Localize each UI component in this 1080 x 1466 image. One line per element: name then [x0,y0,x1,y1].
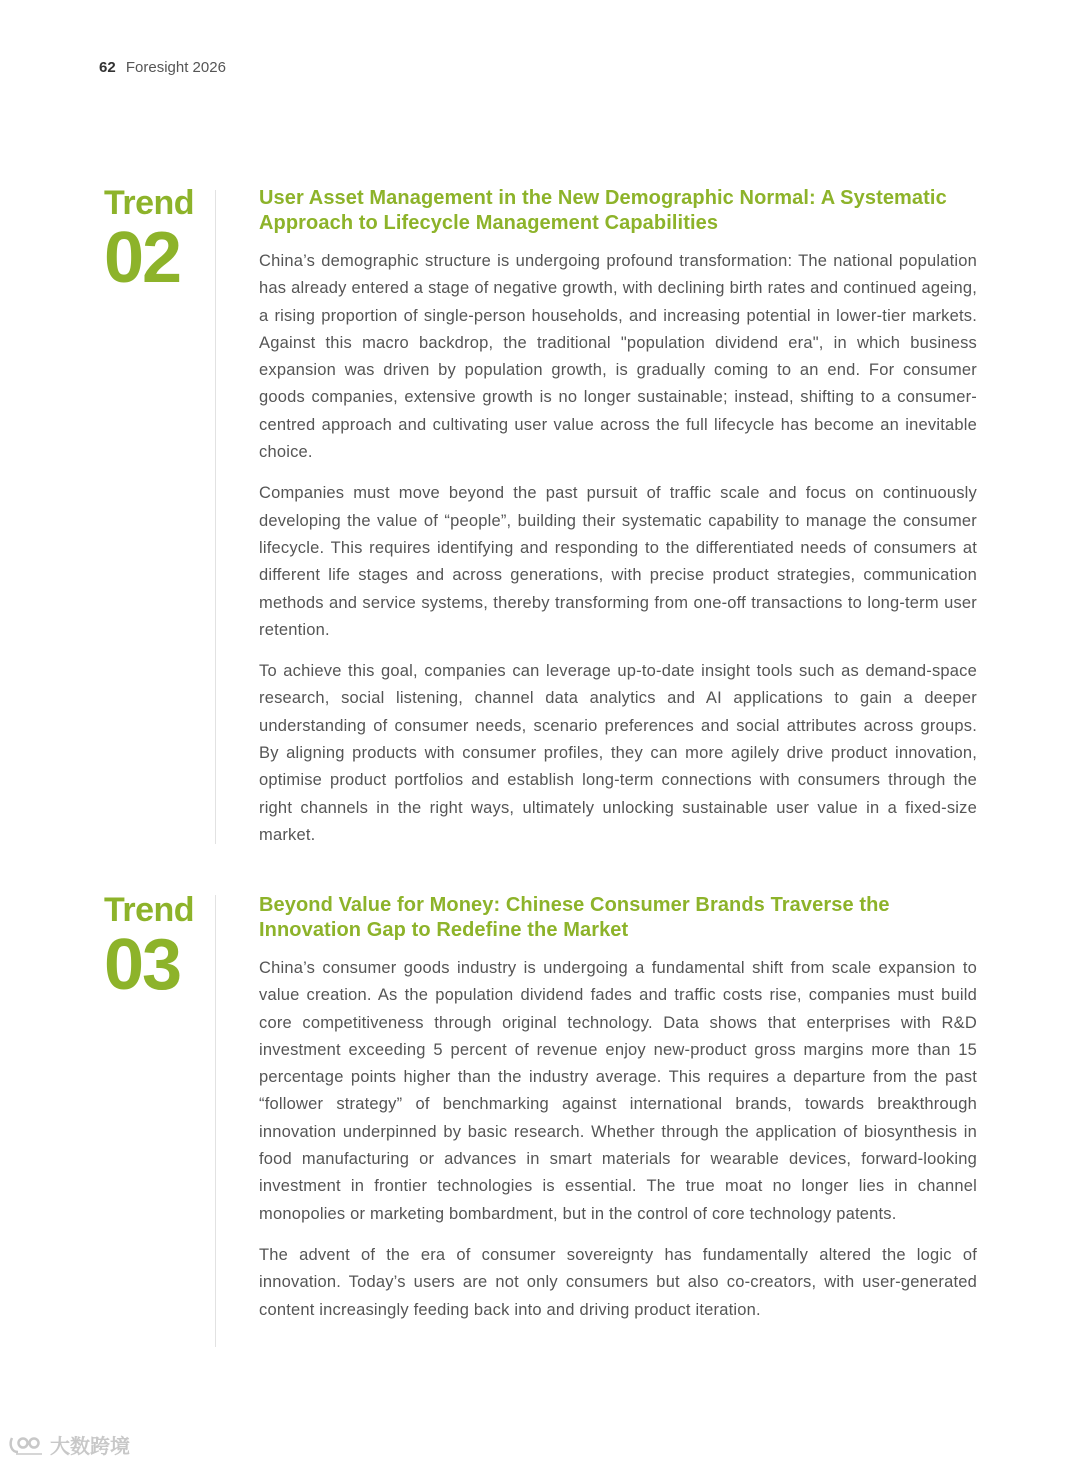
section-divider [215,895,216,1347]
trend-03-label [104,891,204,1005]
section-divider [215,190,216,844]
trend-number: 02 [104,218,181,298]
paragraph: The advent of the era of consumer sovereignty has fundamentally altered the logic of innovation. Today’s users are not only consumers but also co-creators, with user-generated content increasingly feeding back into and driving product iteration. [259,1245,977,1319]
page-header [99,59,226,76]
watermark [8,1430,130,1459]
page-number: 62 [99,59,116,76]
trend-word: Trend [104,891,195,929]
trend-title: Beyond Value for Money: Chinese Consumer Brands Traverse the Innovation Gap to Redefine the Market [259,894,890,941]
paragraph: Companies must move beyond the past pursuit of traffic scale and focus on continuously developing the value of “people”, building their systematic capability to manage the consumer lifecycle. This requires identifying and responding to the differentiated needs of consumers at different life stages and across generations, with precise product strategies, communication methods and service systems, thereby transforming from one-off transactions to long-term user retention. [259,484,977,639]
watermark-logo-icon [8,1434,46,1456]
trend-02-label [104,184,204,298]
trend-number: 03 [104,925,181,1005]
paragraph: China’s consumer goods industry is undergoing a fundamental shift from scale expansion to value creation. As the population dividend fades and traffic costs rise, companies must build core competitiveness through original technology. Data shows that enterprises with R&D investment exceeding 5 percent of revenue enjoy new-product gross margins more than 15 percentage points higher than the industry average. This requires a departure from the past “follower strategy” of benchmarking against international brands, towards breakthrough innovation underpinned by basic research. Whether through the application of biosynthesis in food manufacturing or advances in smart materials for wearable devices, forward-looking investment in frontier technologies is essential. The true moat no longer lies in channel monopolies or marketing bombardment, but in the control of core technology patents. [259,959,977,1223]
paragraph: To achieve this goal, companies can leverage up-to-date insight tools such as demand-space research, social listening, channel data analytics and AI applications to gain a deeper understanding of consumer needs, scenario preferences and social attributes across groups. By aligning products with consumer profiles, they can more agilely drive product innovation, optimise product portfolios and establish long-term connections with consumers through the right channels in the right ways, ultimately unlocking sustainable user value in a fixed-size market. [259,662,977,844]
trend-word: Trend [104,184,195,222]
trend-title: User Asset Management in the New Demographic Normal: A Systematic Approach to Lifecycle Management Capabilities [259,187,947,234]
publication-name: Foresight 2026 [125,59,226,76]
trend-03-body [259,893,977,1338]
trend-02-body [259,186,977,863]
paragraph: China’s demographic structure is undergoing profound transformation: The national population has already entered a stage of negative growth, with declining birth rates and continued ageing, a rising proportion of single-person households, and increasing potential in lower-tier markets. Against this macro backdrop, the traditional "population dividend era", in which business expansion was driven by population growth, is gradually coming to an end. For consumer goods companies, extensive growth is no longer sustainable; instead, shifting to a consumer-centred approach and cultivating user value across the full lifecycle has become an inevitable choice. [259,252,977,462]
watermark-text: 大数跨境 [50,1436,130,1458]
